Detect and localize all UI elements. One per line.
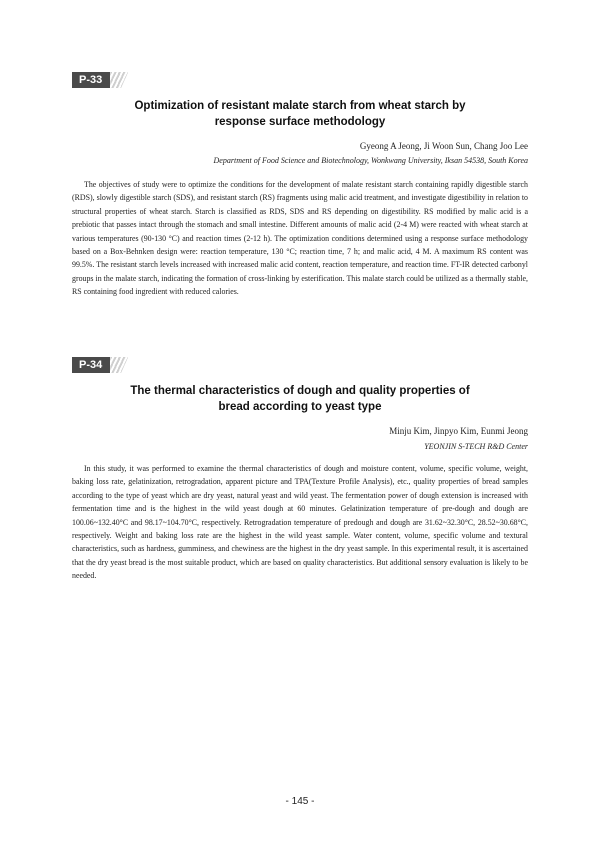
paper-title-line: response surface methodology	[214, 116, 386, 128]
badge-label: P-33	[72, 72, 110, 88]
badge-label: P-34	[72, 357, 110, 373]
badge-stripes	[110, 357, 128, 373]
paper-abstract: The objectives of study were to optimize the conditions for the development of malate resistant starch containing rapidly digestible starch (RDS), slowly digestible starch (SDS), and resistant starch (RS) fragments using malic acid treatment, and investigate digestibility in relation to structural properties of wheat starch. Starch is classified as RDS, SDS and RS depending on digestibility. RS modified by malic acid is a prebiotic that passes intact through the stomach and small intestine. Different amounts of malic acid (2-4 M) were reacted with wheat starch at various temperatures (90-130 °C) and reaction times (2-12 h). The optimization conditions determined using a response surface methodology based on a Box-Behnken design were: reaction temperature, 130 °C; reaction time, 7 h; and malic acid, 4 M. A maximum RS content was 99.5%. The resistant starch levels increased with increased malic acid content, reaction temperature, and reaction time. FT-IR detected carbonyl groups in the malate starch, indicating the formation of cross-linking by esterification. This malate starch could be utilized as a thermally stable, RS containing food ingredient with reduced calories.	[72, 180, 528, 297]
paper-authors: Minju Kim, Jinpyo Kim, Eunmi Jeong	[389, 426, 528, 436]
page-number: - 145 -	[285, 796, 315, 807]
badge-stripes	[110, 72, 128, 88]
paper-badge	[72, 357, 128, 373]
paper-title-line: Optimization of resistant malate starch from wheat starch by	[134, 100, 466, 112]
paper-authors: Gyeong A Jeong, Ji Woon Sun, Chang Joo Lee	[359, 141, 528, 151]
paper-title-line: The thermal characteristics of dough and quality properties of	[130, 385, 470, 397]
paper-title	[72, 98, 528, 130]
paper-affiliation: Department of Food Science and Biotechnology, Wonkwang University, Iksan 54538, South Korea	[213, 156, 528, 165]
paper-abstract: In this study, it was performed to examine the thermal characteristics of dough and moisture content, volume, specific volume, weight, baking loss rate, gelatinization, retrogradation, apparent picture and TPA(Texture Profile Analysis), etc., quality properties of bread samples according to the type of yeast which are dry yeast, natural yeast and wild yeast. The fermentation power of dough extension is increased with fermentation time and is the highest in the wild yeast dough at 60 minutes. Gelatinization temperature of pre-dough and dough are 100.06~132.40°C and 98.17~104.70°C, respectively. Retrogradation temperature of predough and dough are 31.62~32.30°C, 28.52~30.68°C, respectively. Weight and baking loss rate are the highest in the wild yeast sample. Water content, volume, specific volume and textural characteristics, such as hardness, gumminess, and chewiness are the highest in the dry yeast sample. In this experimental result, it is ascertained that the dry yeast bread is the most suitable product, which are based on quality characteristics. But additional sensory evaluation is likely to be needed.	[72, 464, 528, 581]
paper-affiliation: YEONJIN S-TECH R&D Center	[424, 442, 528, 451]
paper-title	[72, 383, 528, 415]
paper-title-line: bread according to yeast type	[218, 401, 382, 413]
paper-badge	[72, 72, 128, 88]
